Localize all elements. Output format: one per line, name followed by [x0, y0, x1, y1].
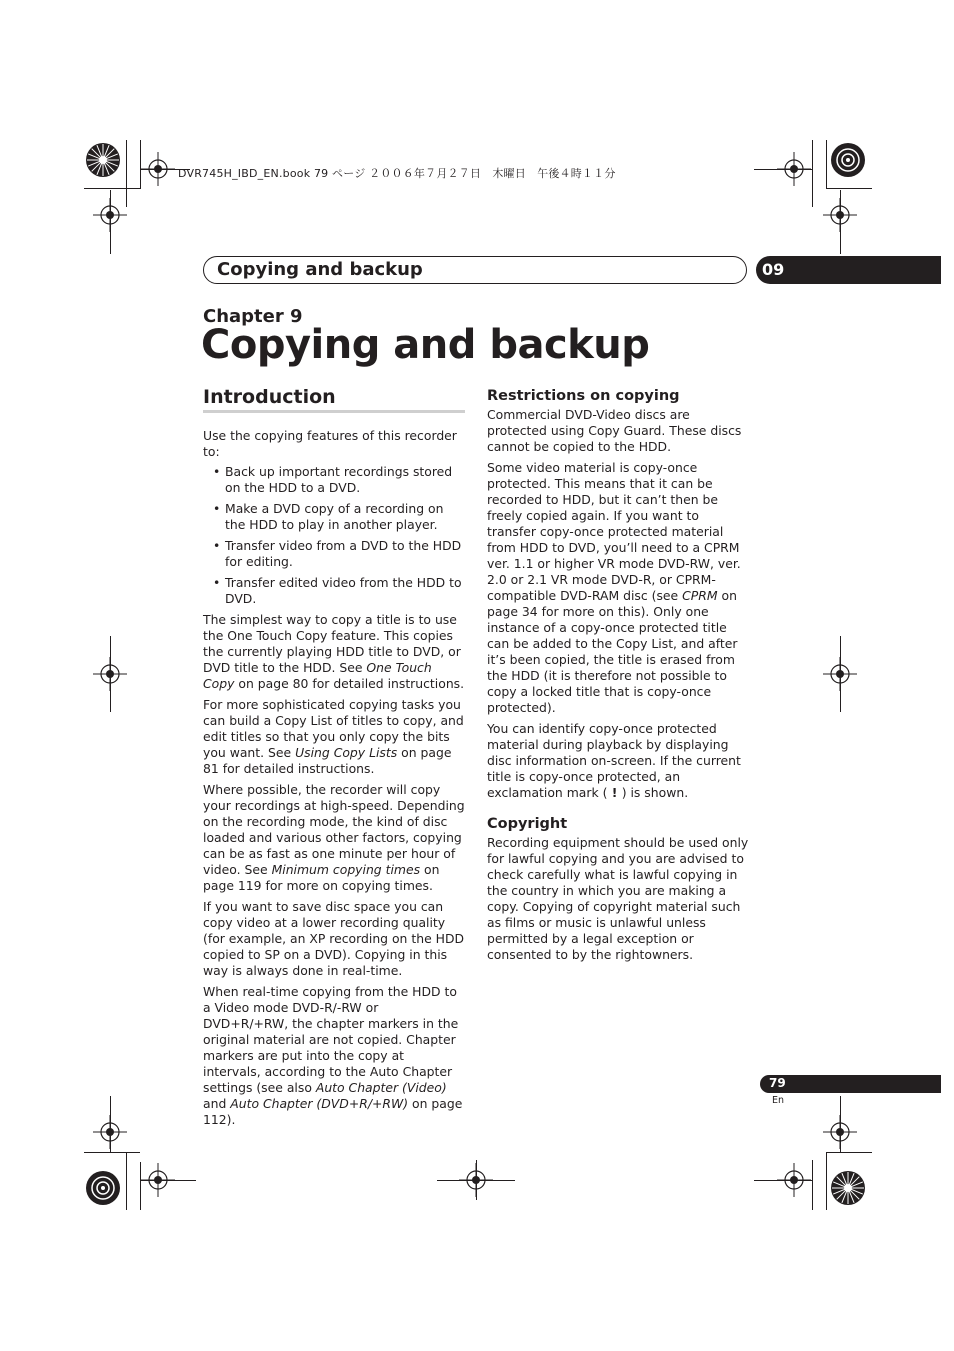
copy-uses-list	[203, 464, 465, 607]
introduction-heading: Introduction	[203, 386, 336, 408]
list-item: • Transfer video from a DVD to the HDD for editing.	[203, 538, 465, 570]
section-divider	[203, 410, 465, 413]
cross-reference: Minimum copying times	[271, 862, 421, 877]
registration-target-icon	[141, 152, 175, 186]
introduction-lead: Use the copying features of this recorder to:	[203, 428, 457, 459]
registration-target-icon	[93, 1115, 127, 1149]
chapter-label: Chapter 9	[203, 306, 303, 327]
registration-target-icon	[141, 1163, 175, 1197]
print-slug: DVR745H_IBD_EN.book 79 ページ ２００６年７月２７日 木曜日 午後４時１１分	[178, 167, 616, 180]
page-number-tab	[760, 1075, 941, 1093]
list-item: • Make a DVD copy of a recording on the HDD to play in another player.	[203, 501, 465, 533]
print-starburst-icon	[85, 1170, 121, 1206]
copy-guard-paragraph: Commercial DVD-Video discs are protected using Copy Guard. These discs cannot be copied to the HDD.	[487, 407, 742, 454]
chapter-tab-number: 09	[762, 260, 785, 279]
registration-target-icon	[823, 1115, 857, 1149]
registration-target-icon	[459, 1163, 493, 1197]
identify-copy-once-paragraph: You can identify copy-once protected material during playback by displaying disc information on-screen. If the current title is copy-once protected, an exclamation mark ( ! ) is shown.	[487, 721, 741, 800]
restrictions-column	[487, 387, 749, 968]
registration-target-icon	[823, 198, 857, 232]
chapter-markers-paragraph: When real-time copying from the HDD to a Video mode DVD-R/-RW or DVD+R/+RW, the chapter markers in the original material are not copied. Chapter markers are put into the copy at intervals, according to the Auto Chapter settings (see also Auto Chapter (Video) and Auto Chapter (DVD+R/+RW) on page 112).	[203, 984, 463, 1127]
page-number: 79	[769, 1076, 786, 1090]
copyright-heading: Copyright	[487, 816, 568, 832]
exclamation-mark: !	[607, 785, 622, 800]
registration-target-icon	[93, 198, 127, 232]
high-speed-paragraph: Where possible, the recorder will copy your recordings at high-speed. Depending on the recording mode, the kind of disc loaded and various other factors, copying can be as fast as one minute per hour of video. See Minimum copying times on page 119 for more on copying times.	[203, 782, 465, 893]
one-touch-copy-paragraph: The simplest way to copy a title is to use the One Touch Copy feature. This copies the currently playing HDD title to DVD, or DVD title to the HDD. See One Touch Copy on page 80 for detailed instructions.	[203, 612, 465, 691]
cross-reference: Auto Chapter (DVD+R/+RW)	[230, 1096, 409, 1111]
print-starburst-icon	[85, 142, 121, 178]
introduction-column	[203, 428, 465, 1133]
registration-target-icon	[93, 657, 127, 691]
cross-reference: CPRM	[682, 588, 718, 603]
list-item: • Back up important recordings stored on the HDD to a DVD.	[203, 464, 465, 496]
print-starburst-icon	[830, 1170, 866, 1206]
cross-reference: One Touch Copy	[203, 660, 432, 691]
list-item: • Transfer edited video from the HDD to DVD.	[203, 575, 465, 607]
copy-once-paragraph: Some video material is copy-once protected. This means that it can be recorded to HDD, but it can’t then be freely copied again. If you want to transfer copy-once protected material from HDD to DVD, you’ll need to a CPRM ver. 1.1 or higher VR mode DVD-RW, ver. 2.0 or 2.1 VR mode DVD-R, or CPRM-compatible DVD-RAM disc (see CPRM on page 34 for more on this). Only one instance of a copy-once protected title can be added to the Copy List, and after it’s been copied, the title is erased from the HDD (it is therefore not possible to copy a locked title that is copy-once protected).	[487, 460, 741, 715]
copyright-paragraph: Recording equipment should be used only for lawful copying and you are advised to check carefully what is lawful copying in the country in which you are making a copy. Copying of copyright material such as films or music is unlawful unless permitted by a legal exception or consented to by the rightowners.	[487, 835, 749, 962]
chapter-title: Copying and backup	[201, 322, 650, 368]
restrictions-heading: Restrictions on copying	[487, 388, 680, 404]
registration-target-icon	[777, 1163, 811, 1197]
copy-list-paragraph: For more sophisticated copying tasks you can build a Copy List of titles to copy, and edit titles so that you only copy the bits you want. See Using Copy Lists on page 81 for detailed instructions.	[203, 697, 464, 776]
page-language: En	[772, 1095, 785, 1106]
registration-target-icon	[777, 152, 811, 186]
print-starburst-icon	[830, 142, 866, 178]
running-header-title: Copying and backup	[217, 259, 423, 280]
cross-reference: Auto Chapter (Video)	[315, 1080, 447, 1095]
disc-space-paragraph: If you want to save disc space you can copy video at a lower recording quality (for example, an XP recording on the HDD copied to SP on a DVD). Copying in this way is always done in real-time.	[203, 899, 465, 978]
cross-reference: Using Copy Lists	[295, 745, 398, 760]
registration-target-icon	[823, 657, 857, 691]
